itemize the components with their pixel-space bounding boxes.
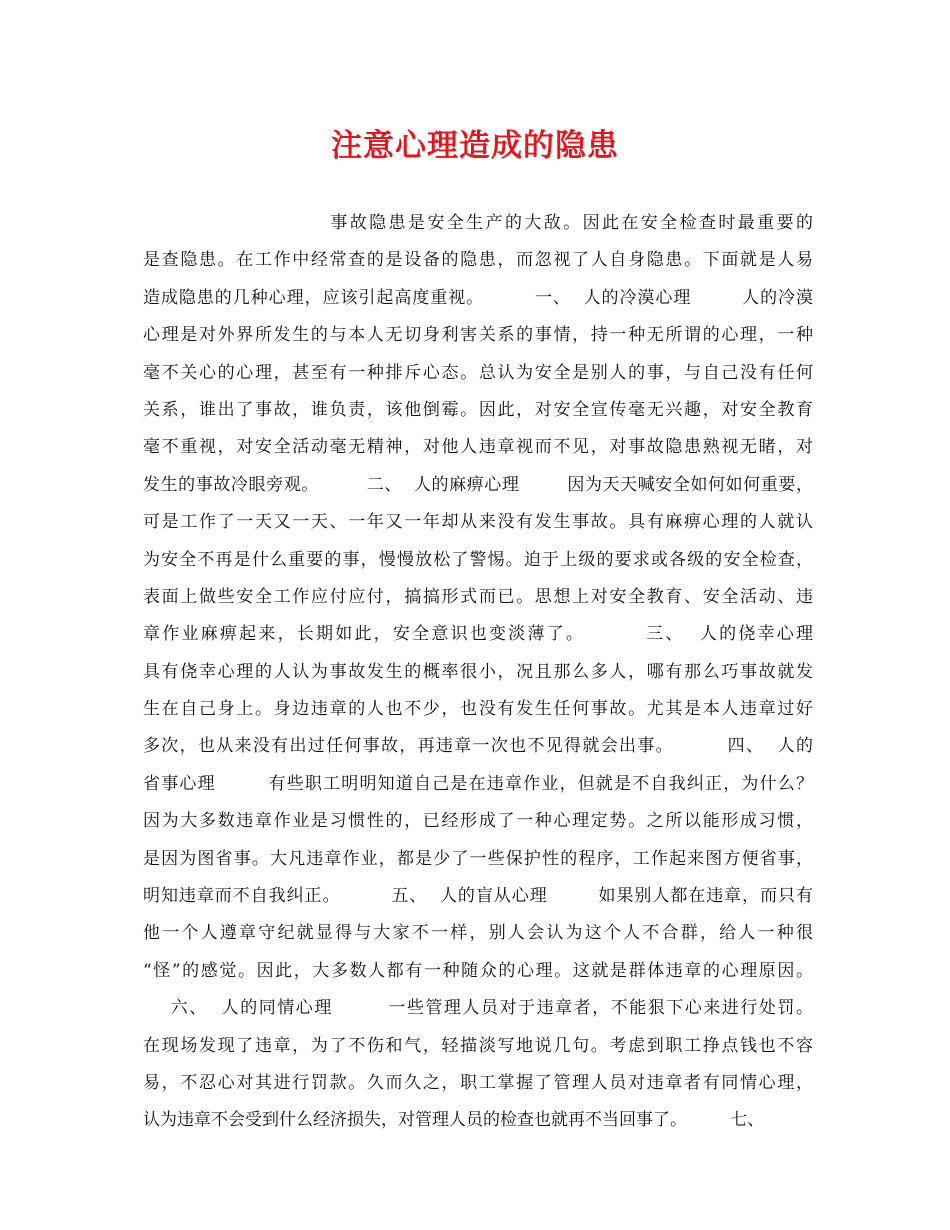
body-line: 因为大多数违章作业是习惯性的，已经形成了一种心理定势。之所以能形成习惯，: [143, 811, 813, 832]
body-line: 是因为图省事。大凡违章作业，都是少了一些保护性的程序，工作起来图方便省事，: [143, 848, 813, 869]
body-line: 具有侥幸心理的人认为事故发生的概率很小，况且那么多人，哪有那么巧事故就发: [143, 661, 813, 682]
document-title: 注意心理造成的隐患: [331, 128, 619, 164]
body-line: 事故隐患是安全生产的大敌。因此在安全检查时最重要的: [143, 213, 813, 233]
body-line: 省事心理 有些职工明明知道自己是在违章作业，但就是不自我纠正，为什么？: [143, 773, 813, 794]
body-line: 在现场发现了违章，为了不伤和气，轻描淡写地说几句。考虑到职工挣点钱也不容: [143, 1035, 813, 1056]
body-line: 易，不忍心对其进行罚款。久而久之，职工掌握了管理人员对违章者有同情心理，: [143, 1072, 813, 1093]
body-line: 认为违章不会受到什么经济损失，对管理人员的检查也就再不当回事了。 七、: [143, 1110, 765, 1131]
body-line: 为安全不再是什么重要的事，慢慢放松了警惕。迫于上级的要求或各级的安全检查，: [143, 549, 813, 570]
body-line: 关系，谁出了事故，谁负责，该他倒霉。因此，对安全宣传毫无兴趣，对安全教育: [143, 399, 813, 420]
body-line: 生在自己身上。身边违章的人也不少，也没有发生任何事故。尤其是本人违章过好: [143, 699, 813, 720]
body-line: 是查隐患。在工作中经常查的是设备的隐患，而忽视了人自身隐患。下面就是人易: [143, 250, 813, 271]
body-line: 可是工作了一天又一天、一年又一年却从来没有发生事故。具有麻痹心理的人就认: [143, 512, 813, 533]
body-line: 他一个人遵章守纪就显得与大家不一样，别人会认为这个人不合群，给人一种很: [143, 923, 813, 944]
body-line: 章作业麻痹起来，长期如此，安全意识也变淡薄了。 三、 人的侥幸心理: [143, 624, 813, 645]
body-line: 明知违章而不自我纠正。 五、 人的盲从心理 如果别人都在违章，而只有: [143, 886, 813, 907]
body-line: 心理是对外界所发生的与本人无切身利害关系的事情，持一种无所谓的心理，一种: [143, 325, 813, 346]
body-line: 毫不重视，对安全活动毫无精神，对他人违章视而不见，对事故隐患熟视无睹，对: [143, 437, 813, 458]
body-line: 毫不关心的心理，甚至有一种排斥心态。总认为安全是别人的事，与自己没有任何: [143, 362, 813, 383]
body-line: 表面上做些安全工作应付应付，搞搞形式而已。思想上对安全教育、安全活动、违: [143, 586, 813, 607]
body-line: 多次，也从来没有出过任何事故，再违章一次也不见得就会出事。 四、 人的: [143, 736, 813, 757]
document-body: [143, 205, 813, 1140]
body-line: “怪”的感觉。因此，大多数人都有一种随众的心理。这就是群体违章的心理原因。: [143, 960, 813, 981]
body-line: 造成隐患的几种心理，应该引起高度重视。 一、 人的冷漠心理 人的冷漠: [143, 287, 813, 308]
body-line: 六、 人的同情心理 一些管理人员对于违章者，不能狠下心来进行处罚。: [143, 998, 813, 1019]
body-line: 发生的事故冷眼旁观。 二、 人的麻痹心理 因为天天喊安全如何如何重要，: [143, 474, 813, 495]
